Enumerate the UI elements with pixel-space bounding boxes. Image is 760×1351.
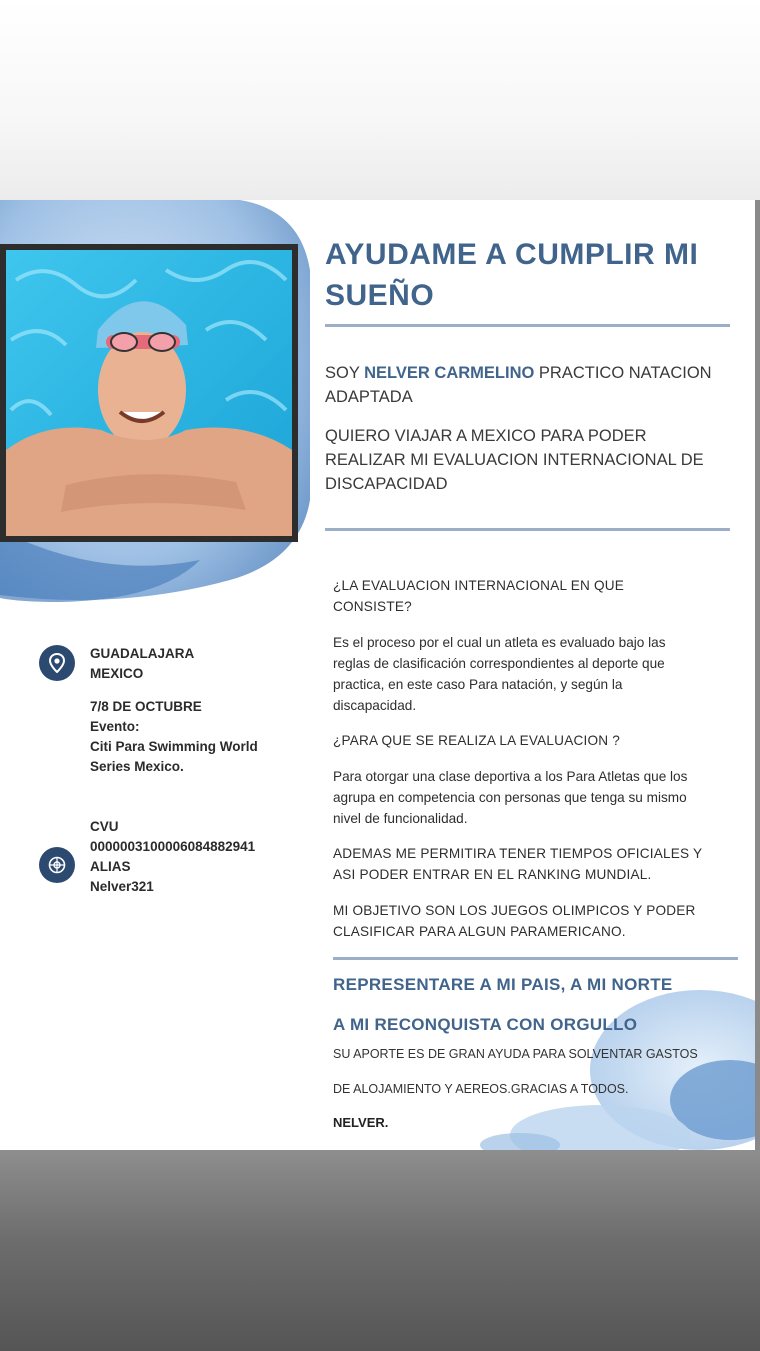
question-1: ¿LA EVALUACION INTERNACIONAL EN QUE CONSISTE? [333,578,625,614]
poster-title [325,234,725,316]
top-blank-band [0,0,760,200]
payment-info [90,817,255,897]
location-country: MEXICO [90,666,144,681]
slogan-line-2: A MI RECONQUISTA CON ORGULLO [333,1015,638,1034]
divider-bottom [333,957,738,960]
title-line-1: AYUDAME A CUMPLIR MI [325,238,699,271]
swimmer-photo [6,250,292,536]
signature: NELVER. [333,1115,389,1130]
athlete-name: NELVER CARMELINO [364,364,535,382]
event-date: 7/8 DE OCTUBRE [90,699,202,714]
event-label: Evento: [90,719,140,734]
bottom-gray-band [0,1150,760,1351]
divider-middle [325,528,730,531]
intro-soy: SOY [325,364,365,382]
location-city: GUADALAJARA [90,646,195,661]
slogan-line-1: REPRESENTARE A MI PAIS, A MI NORTE [333,975,673,994]
thanks-line-2: DE ALOJAMIENTO Y AEREOS.GRACIAS A TODOS. [333,1082,629,1096]
answer-1: Es el proceso por el cual un atleta es evaluado bajo las reglas de clasificación correspondientes al deporte que practica, en este caso Para natación, y según la discapacidad. [333,635,666,713]
thanks-line-1: SU APORTE ES DE GRAN AYUDA PARA SOLVENTAR GASTOS [333,1047,698,1061]
location-pin-icon [39,645,75,681]
cvu-number: 0000003100006084882941 [90,839,256,854]
cvu-label: CVU [90,819,119,834]
paragraph-ranking: ADEMAS ME PERMITIRA TENER TIEMPOS OFICIALES Y ASI PODER ENTRAR EN EL RANKING MUNDIAL. [333,846,703,882]
swimmer-photo-frame [0,244,298,542]
event-name-line-1: Citi Para Swimming World [90,739,258,754]
event-text [90,697,258,777]
divider-top [325,324,730,327]
intro-paragraph [325,361,735,409]
answer-2: Para otorgar una clase deportiva a los Para Atletas que los agrupa en competencia con personas que tenga su mismo nivel de funcionalidad. [333,769,688,826]
location-text [90,644,194,684]
title-line-2: SUEÑO [325,279,435,312]
bank-icon [39,847,75,883]
travel-paragraph: QUIERO VIAJAR A MEXICO PARA PODER REALIZAR MI EVALUACION INTERNACIONAL DE DISCAPACIDAD [325,427,704,493]
alias-value: Nelver321 [90,879,154,894]
intro-rest: PRACTICO NATACION ADAPTADA [325,364,712,406]
question-2: ¿PARA QUE SE REALIZA LA EVALUACION ? [333,733,620,748]
fundraising-poster [0,200,755,1150]
right-edge-strip [755,200,760,1150]
alias-label: ALIAS [90,859,131,874]
paragraph-objective: MI OBJETIVO SON LOS JUEGOS OLIMPICOS Y PODER CLASIFICAR PARA ALGUN PARAMERICANO. [333,903,696,939]
event-name-line-2: Series Mexico. [90,759,184,774]
